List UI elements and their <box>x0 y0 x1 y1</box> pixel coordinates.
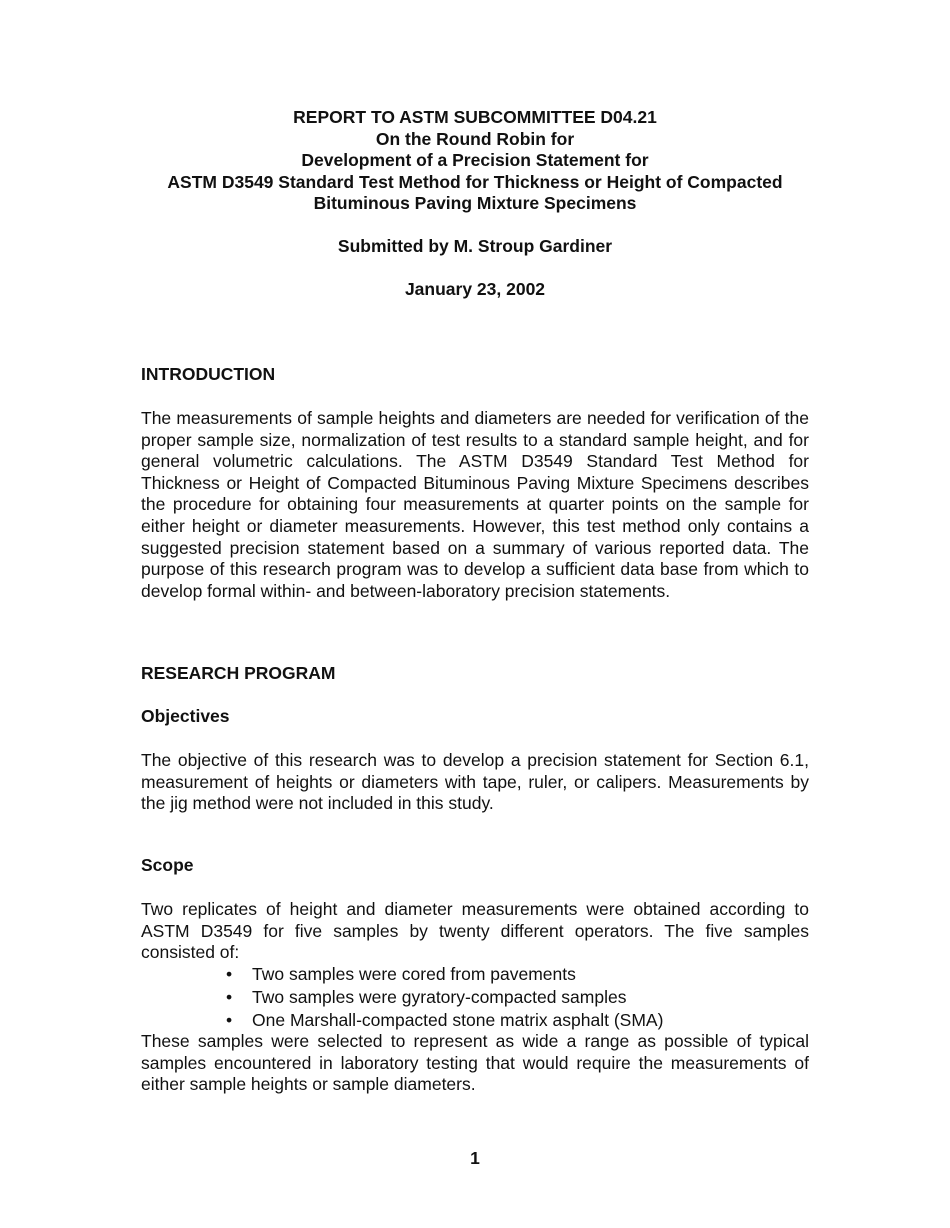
objectives-paragraph: The objective of this research was to develop a precision statement for Section 6.1, measurement of heights or diameters with tape, ruler, or calipers. Measurements by the jig method were not included in this study. <box>141 750 809 814</box>
list-item <box>226 1009 663 1032</box>
list-item <box>226 986 663 1009</box>
report-title-line: Bituminous Paving Mixture Specimens <box>313 193 637 213</box>
report-date: January 23, 2002 <box>404 279 546 299</box>
bullet-icon: • <box>226 1010 233 1030</box>
scope-closing-paragraph: These samples were selected to represent as wide a range as possible of typical samples encountered in laboratory testing that would require the measurements of either sample heights or sample diameters. <box>141 1031 809 1095</box>
report-title-line: Development of a Precision Statement for <box>301 150 649 170</box>
objectives-heading: Objectives <box>141 706 230 726</box>
bullet-icon: • <box>226 987 233 1007</box>
introduction-paragraph: The measurements of sample heights and diameters are needed for verification of the proper sample size, normalization of test results to a standard sample height, and for general volumetric calculations. The ASTM D3549 Standard Test Method for Thickness or Height of Compacted Bituminous Paving Mixture Specimens describes the procedure for obtaining four measurements at quarter points on the sample for either height or diameter measurements. However, this test method only contains a suggested precision statement based on a summary of various reported data. The purpose of this research program was to develop a sufficient data base from which to develop formal within- and between-laboratory precision statements. <box>141 408 809 601</box>
page-number: 1 <box>470 1148 480 1168</box>
scope-intro-paragraph: Two replicates of height and diameter measurements were obtained according to ASTM D3549 for five samples by twenty different operators. The five samples consisted of: <box>141 899 809 963</box>
report-title-block <box>120 107 830 215</box>
report-title-line: On the Round Robin for <box>375 128 575 149</box>
list-item-text: One Marshall-compacted stone matrix asphalt (SMA) <box>252 1010 664 1030</box>
list-item-text: Two samples were cored from pavements <box>252 964 576 984</box>
bullet-icon: • <box>226 964 233 984</box>
introduction-heading: INTRODUCTION <box>141 364 276 384</box>
author-line: Submitted by M. Stroup Gardiner <box>337 236 613 256</box>
list-item <box>226 963 663 986</box>
scope-heading: Scope <box>141 855 194 875</box>
report-title-line: ASTM D3549 Standard Test Method for Thickness or Height of Compacted <box>167 171 783 192</box>
list-item-text: Two samples were gyratory-compacted samples <box>252 987 627 1007</box>
report-title-line: REPORT TO ASTM SUBCOMMITTEE D04.21 <box>293 107 657 127</box>
research-program-heading: RESEARCH PROGRAM <box>141 663 336 683</box>
scope-sample-list <box>226 963 663 1032</box>
